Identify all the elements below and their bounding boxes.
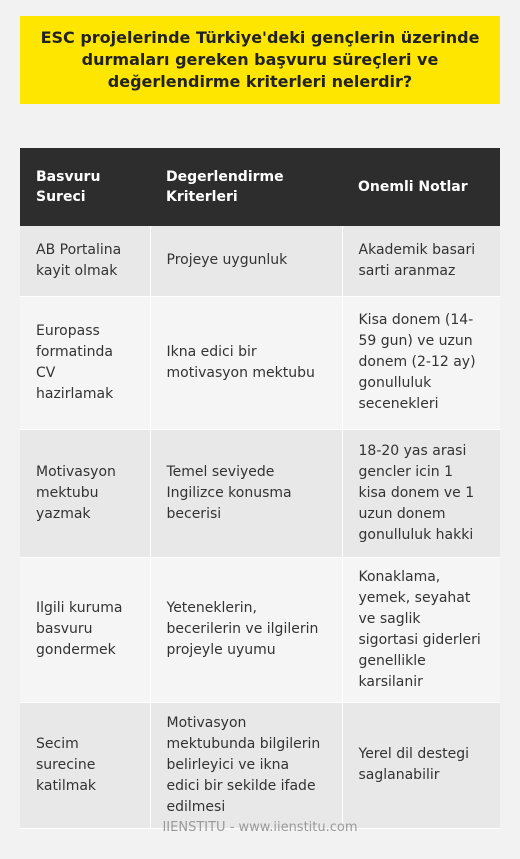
table-cell: Yerel dil destegi saglanabilir xyxy=(342,702,500,828)
table-cell: Motivasyon mektubunda bilgilerin belirleyici ve ikna edici bir sekilde ifade edilmesi xyxy=(150,702,342,828)
header-cell: Onemli Notlar xyxy=(358,179,468,195)
table-cell: Europass formatinda CV hazirlamak xyxy=(20,296,150,429)
header-cell: Degerlendirme Kriterleri xyxy=(166,169,284,205)
page-title: ESC projelerinde Türkiye'deki gençlerin üzerinde durmaları gereken başvuru süreçleri ve değerlendirme kriterleri nelerdir? xyxy=(40,28,480,91)
table-row xyxy=(20,702,500,828)
table-cell: AB Portalina kayit olmak xyxy=(20,226,150,296)
table-cell: Projeye uygunluk xyxy=(150,226,342,296)
table-cell: Ilgili kuruma basvuru gondermek xyxy=(20,557,150,702)
header-cell: Basvuru Sureci xyxy=(36,169,101,205)
table-row xyxy=(20,296,500,429)
table-cell: Yeteneklerin, becerilerin ve ilgilerin projeyle uyumu xyxy=(150,557,342,702)
table-cell: Kisa donem (14-59 gun) ve uzun donem (2-12 ay) gonulluluk secenekleri xyxy=(342,296,500,429)
table-header-row xyxy=(20,148,500,226)
comparison-table xyxy=(20,148,500,829)
title-banner xyxy=(20,16,500,104)
table-cell: Akademik basari sarti aranmaz xyxy=(342,226,500,296)
table-cell: Motivasyon mektubu yazmak xyxy=(20,429,150,557)
footer-credit: IIENSTITU - www.iienstitu.com xyxy=(162,820,358,835)
table-cell: Secim surecine katilmak xyxy=(20,702,150,828)
table-cell: 18-20 yas arasi gencler icin 1 kisa donem ve 1 uzun donem gonulluluk hakki xyxy=(342,429,500,557)
table-cell: Konaklama, yemek, seyahat ve saglik sigortasi giderleri genellikle karsilanir xyxy=(342,557,500,702)
table-row xyxy=(20,226,500,296)
table-cell: Temel seviyede Ingilizce konusma becerisi xyxy=(150,429,342,557)
table-row xyxy=(20,429,500,557)
table-cell: Ikna edici bir motivasyon mektubu xyxy=(150,296,342,429)
table-row xyxy=(20,557,500,702)
